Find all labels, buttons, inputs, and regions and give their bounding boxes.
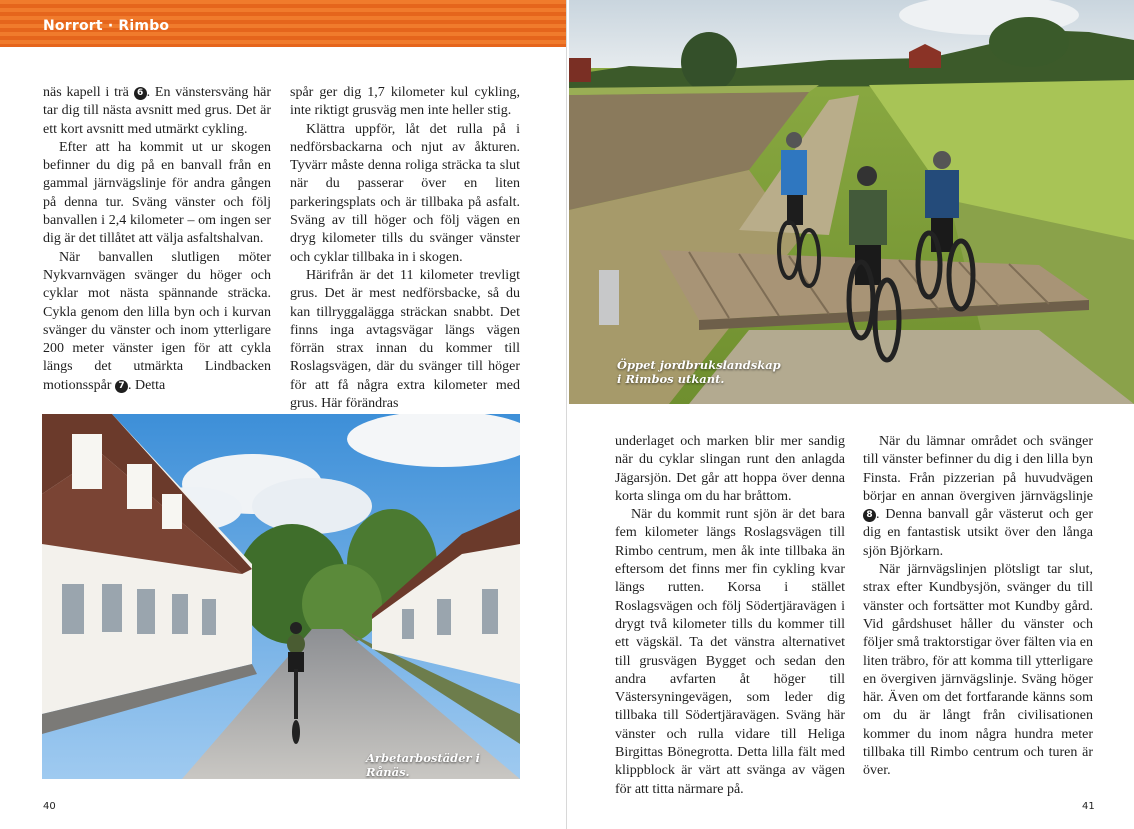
waypoint-marker: 8 bbox=[863, 509, 876, 522]
waypoint-marker: 7 bbox=[115, 380, 128, 393]
photo-farmland-cyclists bbox=[569, 0, 1134, 404]
paragraph: När järnvägslinjen plötsligt tar slut, strax efter Kundbysjön, svänger du till vänster och fortsätter mot Kundby gård. Vid gårdshuset håller du vänster och följer små traktorstigar över fälten via en liten träbro, för att komma till ytterligare en övergiven järnvägslinje. Sväng höger här. Även om det fortfarande känns som om du är långt från civilisationen kommer du inom några hundra meter tillbaka till Rimbo centrum och turen är över. bbox=[863, 562, 1093, 779]
running-header-title: Norrort · Rimbo bbox=[43, 18, 170, 34]
paragraph: Efter att ha kommit ut ur skogen befinner du dig på en banvall från en gammal järnvägslinje för andra gången på denna tur. Sväng vänster och följ banvallen i 2,4 kilometer – om ingen ser dig är det tillåtet att välja asfaltshalvan. bbox=[43, 139, 271, 247]
waypoint-marker: 6 bbox=[134, 87, 147, 100]
paragraph: Klättra uppför, låt det rulla på i nedförsbackarna och njut av åkturen. Tyvärr måste denna roliga sträcka ta slut när du passerar över en liten parkeringsplats och är tillbaka på asfalt. Sväng av till höger och följ vägen en dryg kilometer tills du svänger vänster och cyklar tillbaka in i skogen. bbox=[290, 121, 520, 265]
photo-caption bbox=[617, 358, 781, 386]
paragraph: underlaget och marken blir mer sandig när du cyklar slingan runt den anlagda Jägarsjön. Det går att hoppa över denna korta slinga om du har bråttom. bbox=[615, 434, 845, 504]
street-photo-illustration bbox=[42, 414, 520, 779]
photo-caption-line: i Rimbos utkant. bbox=[617, 372, 725, 386]
paragraph: När du kommit runt sjön är det bara fem kilometer längs Roslagsvägen till Rimbo centrum, men åk inte tillbaka än eftersom det finns mer fin cykling kvar längs rutten. Korsa i stället Roslagsvägen och följ Södertjäravägen i drygt två kilometer tills du kommer till ett vägskäl. Ta det vänstra alternativet till grusvägen Bygget och sedan den andra avfarten åt höger till Västersyningevägen, som leder dig tillbaka till Södertjäravägen. Sväng här vänster och rulla vidare till Heliga Birgittas Bönegrotta. Detta lilla fält med klippblock är värt att svänga av vägen för att titta närmare på. bbox=[615, 507, 845, 797]
paragraph: näs kapell i trä 6 . En vänstersväng här tar dig till nästa avsnitt med grus. Det är ett kort avsnitt med utmärkt cykling. bbox=[43, 85, 271, 137]
page-number: 40 bbox=[43, 801, 56, 812]
photo-caption-line: Öppet jordbrukslandskap bbox=[617, 358, 781, 372]
photo-workers-houses bbox=[42, 414, 520, 779]
right-column-1 bbox=[615, 433, 845, 799]
right-page bbox=[567, 0, 1134, 829]
paragraph: När du lämnar området och svänger till vänster befinner du dig i den lilla byn Finsta. Från pizzerian på huvudvägen börjar en annan övergiven järnvägslinje 8 . Denna banvall går västerut och ger dig en fantastisk utsikt över den långa sjön Björkarn. bbox=[863, 434, 1093, 559]
paragraph: När banvallen slutligen möter Nykvarnvägen svänger du höger och cyklar mot nästa spännande sträcka. Cykla genom den lilla byn och i kurvan svänger du vänster och inom ytterligare 200 meter vänster igen för att cykla längs det utmärkta Lindbacken motionsspår 7 . Detta bbox=[43, 249, 271, 393]
left-column-1 bbox=[43, 84, 271, 395]
left-column-2 bbox=[290, 84, 520, 413]
page-number: 41 bbox=[1082, 801, 1095, 812]
paragraph: Härifrån är det 11 kilometer trevligt grus. Det är mest nedförsbacke, så du kan tillryggalägga sträckan snabbt. Det finns inga avtagsvägar längs vägen förrän strax innan du kommer till Roslagsvägen, där du svänger till höger för att få några extra kilometer med grus. Här förändras bbox=[290, 267, 520, 412]
farmland-photo-illustration bbox=[569, 0, 1134, 404]
paragraph: spår ger dig 1,7 kilometer kul cykling, inte riktigt grusväg men inte heller stig. bbox=[290, 85, 520, 119]
photo-caption: Arbetarbostäder i Rånäs. bbox=[366, 751, 480, 779]
right-column-2 bbox=[863, 433, 1093, 781]
